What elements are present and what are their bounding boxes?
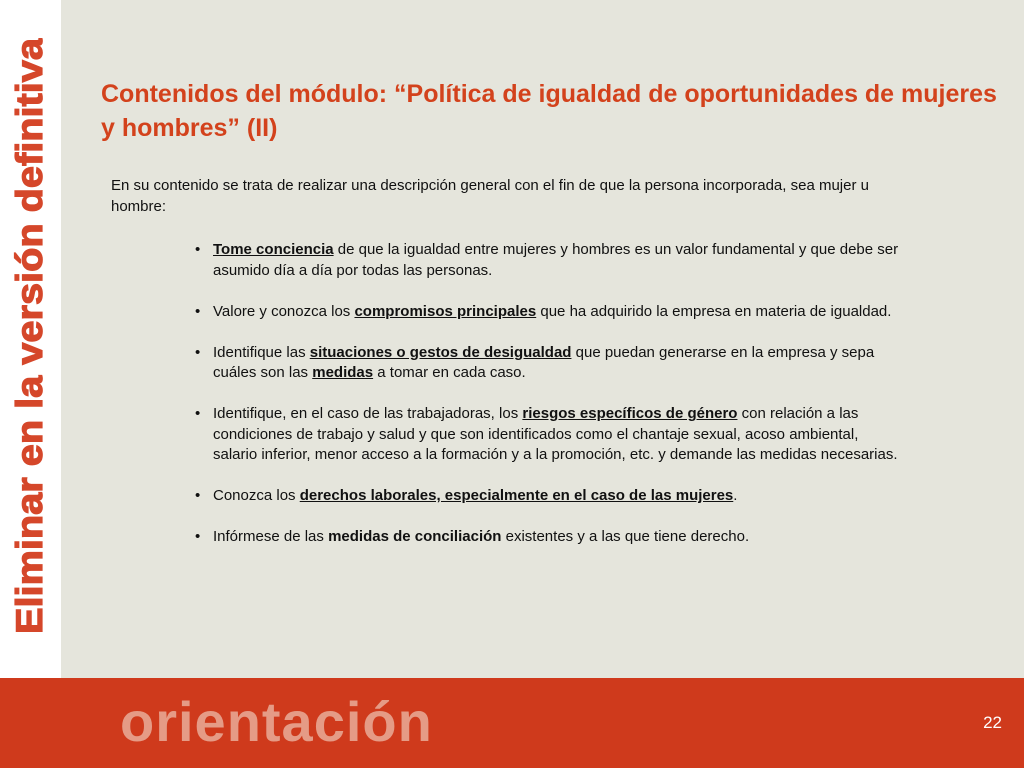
watermark	[9, 38, 53, 634]
bullet-item	[195, 343, 900, 384]
watermark-graphic	[9, 38, 53, 634]
bullet-text: .	[733, 487, 738, 504]
key-term: compromisos principales	[354, 302, 537, 320]
brand-wordmark: orientación	[120, 690, 433, 753]
left-margin	[0, 0, 61, 678]
key-term: Tome conciencia	[213, 241, 334, 258]
bullet-item	[195, 302, 900, 323]
bullet-text: a tomar en cada caso.	[373, 364, 526, 381]
key-term: medidas de conciliación	[328, 528, 502, 545]
key-term: medidas	[312, 364, 374, 381]
footer-bar	[0, 678, 1024, 768]
watermark-text: Eliminar en la versión definitiva	[9, 78, 50, 634]
page-number: 22	[983, 713, 1002, 732]
slide-title: Contenidos del módulo: “Política de igualdad de oportunidades de mujeres y hombres” (II)	[101, 80, 997, 142]
bullet-text: que ha adquirido la empresa en materia de igualdad.	[536, 302, 892, 320]
bullet-text: que puedan generarse en la empresa y sepa cuáles son las	[213, 343, 875, 381]
bullet-text: Infórmese de las	[213, 528, 329, 545]
bullet-text: Valore y conozca los	[213, 302, 355, 320]
bullet-text: Identifique las	[213, 343, 310, 361]
key-term: derechos laborales, especialmente en el caso de las mujeres	[299, 487, 734, 504]
bullet-text: Identifique, en el caso de las trabajadoras, los	[213, 405, 523, 422]
bullet-text: de que la igualdad entre mujeres y hombres es un valor fundamental y que debe ser asumido día a día por todas las personas.	[213, 241, 899, 279]
key-term: riesgos específicos de género	[522, 405, 738, 422]
intro-paragraph: En su contenido se trata de realizar una descripción general con el fin de que la persona incorporada, sea mujer u hombre:	[111, 177, 869, 215]
content-bullet-list	[195, 240, 900, 568]
key-term: situaciones o gestos de desigualdad	[309, 343, 572, 361]
bullet-text: con relación a las condiciones de trabajo y salud y que son identificados como el chantaje sexual, acoso ambiental, salario inferior, menor acceso a la formación y a la promoción, etc. y demande las medidas necesarias.	[213, 405, 898, 463]
bullet-item	[195, 404, 900, 466]
bullet-text: existentes y a las que tiene derecho.	[501, 528, 750, 545]
bullet-item	[195, 527, 900, 548]
bullet-text: Conozca los	[213, 487, 300, 504]
bullet-item	[195, 240, 900, 281]
bullet-item	[195, 486, 900, 507]
